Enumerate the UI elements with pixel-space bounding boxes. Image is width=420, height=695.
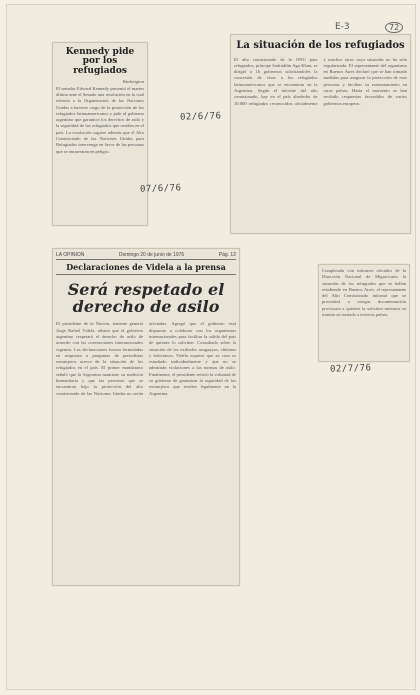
clipping-body: El senador Edward Kennedy presentó el martes último ante el Senado una resolución en la cual exhorta a la Organización de las Naciones Unidas a hacerse cargo de la protección de los refugiados latinoamericanos y pide al gobierno argentino que garantice los derechos de asilo y la seguridad de los refugiados que residen en el país. La resolución sugiere además que el Alto Comisionado de las Naciones Unidas para Refugiados intervenga en favor de las personas que se encuentran en peligro. xyxy=(56,85,144,154)
clipping-videla xyxy=(52,248,240,586)
issue-date: Domingo 20 de junio de 1976 xyxy=(118,252,185,258)
page-number: Pág. 12 xyxy=(218,252,236,258)
handwritten-date: 02/6/76 xyxy=(179,111,222,123)
divider xyxy=(56,274,236,275)
newspaper-header xyxy=(56,252,236,260)
handwritten-date: 07/6/76 xyxy=(139,183,182,195)
clipping-headline: Será respetado el derecho de asilo xyxy=(67,280,225,317)
section-title: Declaraciones de Videla a la prensa xyxy=(66,262,226,272)
clipping-headline: La situación de los refugiados xyxy=(236,40,405,51)
masthead: LA OPINION xyxy=(56,252,85,258)
clipping-headline: Kennedy pide por los refugiados xyxy=(65,47,135,76)
clipping-kennedy xyxy=(52,42,148,226)
archive-code: E-3 xyxy=(335,22,350,32)
handwritten-date: 02/7/76 xyxy=(329,363,372,375)
clipping-dateline: Washington xyxy=(122,79,144,85)
clipping-body: Completada con informes oficiales de la Dirección Nacional de Migraciones la situación de los refugiados que se hallan residiendo en Buenos Aires, el representante del Alto Comisionado informó que se procederá a otorgar documentación provisoria a quienes la soliciten mientras se tramita su traslado a terceros países. xyxy=(322,268,406,318)
clipping-refugiados xyxy=(230,34,411,234)
clipping-body: El presidente de la Nación, teniente general Jorge Rafael Videla, afirmó que el gobierno argentino respetará el derecho de asilo de acuerdo con las convenciones internacionales vigentes. Las declaraciones fueron formuladas en respuesta a preguntas de periodistas extranjeros acerca de la situación de los refugiados en el país. El primer mandatario señaló que la Argentina mantiene su tradición humanitaria y que las personas que se encuentran bajo la protección del alto comisionado de las Naciones Unidas no serán afectadas. Agregó que el gobierno está dispuesto a colaborar con los organismos internacionales para facilitar la salida del país de quienes lo soliciten. Consultado sobre la situación de los exiliados uruguayos, chilenos y bolivianos, Videla expresó que su caso es estudiado individualmente y que no se admitirán violaciones a las normas de asilo. Finalmente, el presidente reiteró la voluntad de su gobierno de garantizar la seguridad de los extranjeros que residen legalmente en la Argentina. xyxy=(56,321,236,396)
clipping-body: El alto comisionado de la ONU para refugiados, príncipe Sadruddin Aga Khan, se dirigió a 16 gobiernos solicitándoles la concesión de visas a los refugiados latinoamericanos que se encuentran en la Argentina. Según el informe del alto comisionado, hay en el país alrededor de 10.000 refugiados reconocidos oficialmente y muchos otros cuya situación no ha sido regularizada. El representante del organismo en Buenos Aires declaró que se han tomado medidas para asegurar la protección de esas personas y facilitar su reasentamiento en otros países. Hasta el momento se han recibido respuestas favorables de varios gobiernos europeos. xyxy=(234,56,407,106)
archive-number-badge: 72 xyxy=(385,22,403,33)
clipping-migraciones xyxy=(318,264,410,362)
